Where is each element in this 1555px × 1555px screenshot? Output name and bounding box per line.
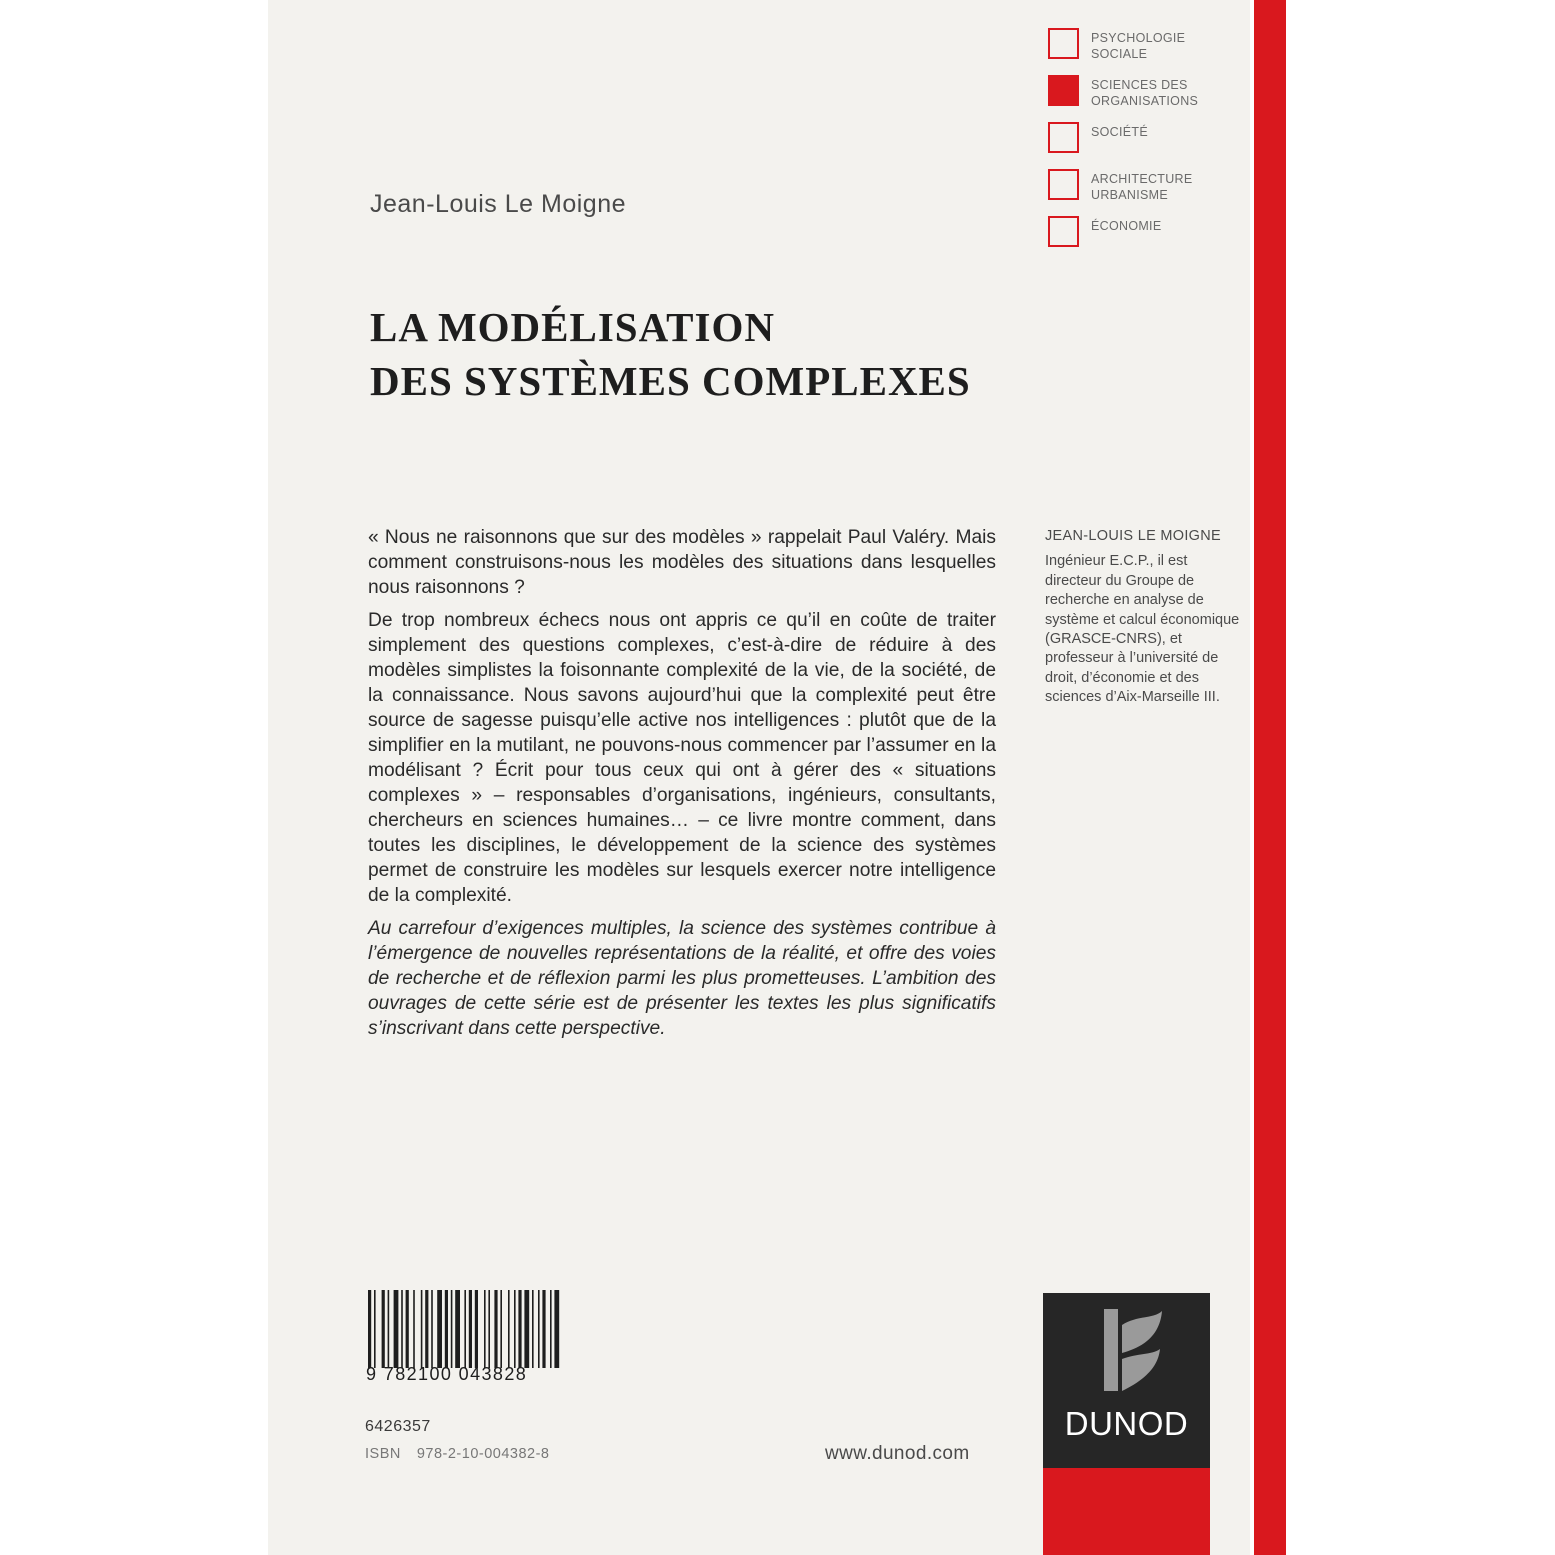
title-line-2: DES SYSTÈMES COMPLEXES xyxy=(370,358,971,404)
barcode-digits: 9 782100 043828 xyxy=(366,1364,528,1384)
barcode xyxy=(366,1290,596,1370)
publisher-website: www.dunod.com xyxy=(825,1443,970,1464)
category-checkbox xyxy=(1048,28,1079,59)
bio-text: Ingénieur E.C.P., il est directeur du Groupe de recherche en analyse de système et calcul économique (GRASCE-CNRS), et professeur à l’université de droit, d’économie et des sciences d’Aix-Marseille III. xyxy=(1045,553,1240,706)
category-checkbox xyxy=(1048,122,1079,153)
category-label: SOCIÉTÉ xyxy=(1091,125,1148,139)
isbn-number: 978-2-10-004382-8 xyxy=(416,1446,550,1462)
dunod-logo xyxy=(1043,1293,1210,1555)
category-label: ARCHITECTURE URBANISME xyxy=(1091,172,1193,202)
category-item xyxy=(1048,28,1248,68)
category-item xyxy=(1048,216,1248,256)
back-cover-blurb xyxy=(368,525,996,1049)
category-checkbox-checked xyxy=(1048,75,1079,106)
dunod-mark-icon xyxy=(1098,1305,1166,1395)
category-item xyxy=(1048,169,1248,209)
red-spine-band xyxy=(1250,0,1286,1555)
category-checkbox xyxy=(1048,216,1079,247)
book-title xyxy=(370,300,971,408)
category-item xyxy=(1048,122,1248,162)
series-description: Au carrefour d’exigences multiples, la science des systèmes contribue à l’émergence de nouvelles représentations de la réalité, et offre des voies de recherche et de réflexion parmi les plus prometteuses. L’ambition des ouvrages de cette série est de présenter les textes les plus significatifs s’inscrivant dans cette perspective. xyxy=(368,918,996,1039)
title-line-1: LA MODÉLISATION xyxy=(370,304,775,350)
author-bio xyxy=(1045,527,1240,708)
product-code: 6426357 xyxy=(365,1418,431,1435)
publisher-name: DUNOD xyxy=(1064,1405,1189,1442)
category-item xyxy=(1048,75,1248,115)
isbn-line xyxy=(365,1446,550,1462)
category-label: PSYCHOLOGIE SOCIALE xyxy=(1091,31,1186,61)
blurb-paragraph: « Nous ne raisonnons que sur des modèles » rappelait Paul Valéry. Mais comment construisons-nous les modèles des situations dans lesquelles nous raisonnons ? xyxy=(368,527,996,598)
isbn-label: ISBN xyxy=(365,1446,401,1462)
author-name: Jean-Louis Le Moigne xyxy=(370,190,626,218)
category-checkbox xyxy=(1048,169,1079,200)
bio-author-name: JEAN-LOUIS LE MOIGNE xyxy=(1045,528,1222,544)
category-label: ÉCONOMIE xyxy=(1091,219,1162,233)
blurb-paragraph: De trop nombreux échecs nous ont appris ce qu’il en coûte de traiter simplement des questions complexes, c’est-à-dire de réduire à des modèles simplistes la foisonnante complexité de la vie, de la société, de la connaissance. Nous savons aujourd’hui que la complexité peut être source de sagesse puisqu’elle active nos intelligences : plutôt que de la simplifier en la mutilant, ne pouvons-nous commencer par l’assumer en la modélisant ? Écrit pour tous ceux qui ont à gérer des « situations complexes » – responsables d’organisations, ingénieurs, consultants, chercheurs en sciences humaines… – ce livre montre comment, dans toutes les disciplines, le développement de la science des systèmes permet de construire les modèles sur lesquels exercer notre intelligence de la complexité. xyxy=(368,610,996,906)
category-label: SCIENCES DES ORGANISATIONS xyxy=(1091,78,1199,108)
